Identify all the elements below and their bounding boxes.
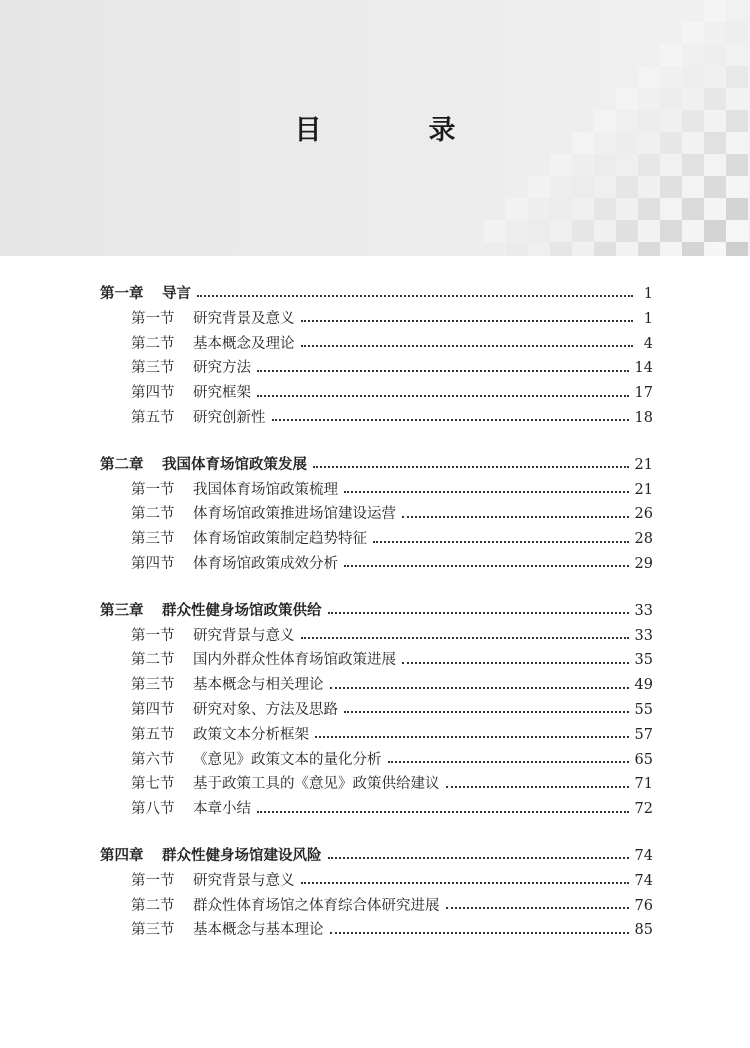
toc-page-number: 74 [634,872,653,889]
dot-leader [446,786,629,788]
toc-entry-title: 体育场馆政策推进场馆建设运营 [193,506,396,523]
checker-square [594,242,616,256]
checker-square [660,176,682,198]
checker-square [704,88,726,110]
checker-square [682,242,704,256]
toc-page-number: 1 [643,286,653,302]
dot-leader [301,345,634,347]
toc-section-entry[interactable] [100,552,653,577]
toc-section-entry[interactable] [100,748,653,773]
toc-entry-number: 第四章 [100,847,144,864]
checker-highlight [704,198,726,220]
checker-highlight [572,198,594,220]
dot-leader [301,882,629,884]
checker-square [528,220,550,242]
checker-square [726,198,748,220]
dot-leader [301,637,629,639]
checker-square [528,176,550,198]
toc-section-entry[interactable] [100,356,653,381]
checker-square [616,220,638,242]
checker-square [638,198,660,220]
checker-square [704,176,726,198]
toc-entry-number: 第三节 [131,531,175,548]
toc-entry-number: 第一节 [131,872,175,889]
checker-highlight [594,176,616,198]
dot-leader [328,857,629,859]
toc-entry-title: 研究方法 [193,360,251,377]
toc-entry-title: 政策文本分析框架 [193,726,309,743]
toc-section-entry[interactable] [100,698,653,723]
page-title: 目 录 [294,115,496,146]
checker-square [550,198,572,220]
checker-highlight [616,198,638,220]
toc-section-entry[interactable] [100,332,653,357]
checker-highlight [682,176,704,198]
dot-leader [257,395,629,397]
toc-entry-title: 我国体育场馆政策梳理 [193,481,338,498]
checker-highlight [616,154,638,176]
checker-square [594,198,616,220]
dot-leader [344,711,629,713]
toc-entry-number: 第五节 [131,409,175,426]
checker-square [616,88,638,110]
toc-entry-number: 第一节 [131,310,175,327]
toc-page-number: 57 [634,726,653,743]
toc-entry-title: 国内外群众性体育场馆政策进展 [193,652,396,669]
dot-leader [328,612,629,614]
toc-entry-number: 第二节 [131,335,175,352]
checker-highlight [594,220,616,242]
toc-entry-number: 第五节 [131,726,175,743]
toc-entry-title: 基本概念与相关理论 [193,677,324,694]
toc-page-number: 28 [634,531,653,548]
dot-leader [313,466,629,468]
checker-square [638,242,660,256]
toc-entry-title: 体育场馆政策成效分析 [193,555,338,572]
toc-page-number: 72 [634,801,653,818]
checker-square [682,154,704,176]
checker-square [572,176,594,198]
dot-leader [330,687,629,689]
toc-section-entry[interactable] [100,478,653,503]
checker-square [726,66,748,88]
checker-square [572,220,594,242]
dot-leader [402,662,629,664]
checker-square [660,44,682,66]
toc-section-entry[interactable] [100,797,653,822]
toc-section-entry[interactable] [100,918,653,943]
toc-entry-title: 群众性健身场馆政策供给 [162,602,322,619]
dot-leader [388,761,629,763]
checker-square [616,176,638,198]
dot-leader [330,932,629,934]
dot-leader [344,565,629,567]
toc-entry-number: 第一节 [131,481,175,498]
toc-entry-number: 第一节 [131,627,175,644]
checker-square [726,154,748,176]
checker-highlight [660,154,682,176]
toc-chapter-group [100,599,653,822]
toc-entry-title: 基本概念与基本理论 [193,922,324,939]
toc-entry-number: 第四节 [131,385,175,402]
toc-page-number: 76 [634,897,653,914]
toc-entry-title: 群众性健身场馆建设风险 [162,847,322,864]
dot-leader [446,907,629,909]
toc-section-entry[interactable] [100,624,653,649]
toc-chapter-group [100,844,653,943]
checker-square [550,242,572,256]
dot-leader [257,811,629,813]
checker-highlight [704,242,726,256]
checker-highlight [572,242,594,256]
checker-highlight [704,66,726,88]
checker-highlight [638,176,660,198]
toc-entry-title: 研究框架 [193,385,251,402]
toc-entry-title: 研究背景与意义 [193,872,295,889]
toc-page-number: 18 [634,409,653,426]
toc-page-number: 65 [634,751,653,768]
toc-entry-title: 《意见》政策文本的量化分析 [193,751,382,768]
toc-page-number: 33 [634,627,653,644]
toc-entry-number: 第四节 [131,701,175,718]
checker-highlight [550,220,572,242]
toc-entry-title: 研究背景及意义 [193,310,295,327]
toc-section-entry[interactable] [100,673,653,698]
toc-page-number: 1 [643,310,653,327]
toc-entry-number: 第一章 [100,286,144,302]
toc-entry-title: 基于政策工具的《意见》政策供给建议 [193,776,440,793]
toc-entry-number: 第三节 [131,922,175,939]
toc-section-entry[interactable] [100,869,653,894]
toc-entry-title: 我国体育场馆政策发展 [162,456,307,473]
checker-square [682,198,704,220]
checker-highlight [726,88,748,110]
checker-square [726,22,748,44]
checker-square [704,44,726,66]
checker-highlight [528,242,550,256]
toc-section-entry[interactable] [100,406,653,431]
toc-section-entry[interactable] [100,502,653,527]
toc-entry-title: 研究对象、方法及思路 [193,701,338,718]
checker-square [638,66,660,88]
toc-entry-title: 群众性体育场馆之体育综合体研究进展 [193,897,440,914]
toc-page-number: 26 [634,506,653,523]
toc-page-number: 71 [634,776,653,793]
dot-leader [402,516,629,518]
toc-chapter-entry[interactable] [100,282,653,307]
checker-square [594,154,616,176]
dot-leader [257,370,629,372]
checker-highlight [704,154,726,176]
toc-entry-number: 第七节 [131,776,175,793]
toc-page-number: 17 [634,385,653,402]
toc-section-entry[interactable] [100,307,653,332]
toc-entry-number: 第三章 [100,602,144,619]
toc-page-number: 14 [634,360,653,377]
checker-square [638,154,660,176]
toc-section-entry[interactable] [100,772,653,797]
toc-entry-number: 第二节 [131,506,175,523]
checker-highlight [682,220,704,242]
checker-square [660,88,682,110]
toc-chapter-entry[interactable] [100,453,653,478]
toc-page-number: 85 [634,922,653,939]
checker-square [726,242,748,256]
toc-section-entry[interactable] [100,381,653,406]
checker-highlight [638,220,660,242]
checker-highlight [726,44,748,66]
toc-entry-title: 本章小结 [193,801,251,818]
toc-chapter-entry[interactable] [100,844,653,869]
toc-chapter-group [100,453,653,577]
toc-section-entry[interactable] [100,527,653,552]
checker-square [484,220,506,242]
toc-page-number: 4 [643,335,653,352]
toc-entry-title: 基本概念及理论 [193,335,295,352]
table-of-contents [100,282,653,965]
checker-highlight [726,220,748,242]
checker-square [660,220,682,242]
checker-square [506,242,528,256]
dot-leader [315,736,629,738]
toc-page-number: 35 [634,652,653,669]
toc-entry-number: 第三节 [131,360,175,377]
dot-leader [197,295,633,297]
toc-entry-title: 体育场馆政策制定趋势特征 [193,531,367,548]
checker-highlight [616,242,638,256]
checker-square [550,154,572,176]
toc-page-number: 74 [634,847,653,864]
toc-section-entry[interactable] [100,894,653,919]
toc-entry-number: 第六节 [131,751,175,768]
toc-chapter-entry[interactable] [100,599,653,624]
toc-entry-number: 第四节 [131,555,175,572]
toc-entry-title: 研究背景与意义 [193,627,295,644]
checker-square [682,22,704,44]
checker-square [682,66,704,88]
toc-section-entry[interactable] [100,723,653,748]
toc-entry-number: 第二章 [100,456,144,473]
toc-page-number: 55 [634,701,653,718]
toc-page-number: 21 [634,456,653,473]
dot-leader [301,320,634,322]
toc-entry-number: 第三节 [131,677,175,694]
checker-square [506,198,528,220]
toc-entry-number: 第八节 [131,801,175,818]
dot-leader [373,541,629,543]
toc-entry-title: 导言 [162,286,191,302]
checker-highlight [660,242,682,256]
dot-leader [272,419,629,421]
checker-square [704,220,726,242]
toc-entry-number: 第二节 [131,897,175,914]
toc-page-number: 33 [634,602,653,619]
checker-highlight [660,198,682,220]
toc-chapter-group [100,282,653,431]
toc-page-number: 29 [634,555,653,572]
checker-square [704,0,726,22]
toc-page-number: 21 [634,481,653,498]
checker-highlight [726,176,748,198]
checker-highlight [682,88,704,110]
toc-entry-title: 研究创新性 [193,409,266,426]
toc-page-number: 49 [634,677,653,694]
dot-leader [344,491,629,493]
toc-section-entry[interactable] [100,648,653,673]
toc-entry-number: 第二节 [131,652,175,669]
